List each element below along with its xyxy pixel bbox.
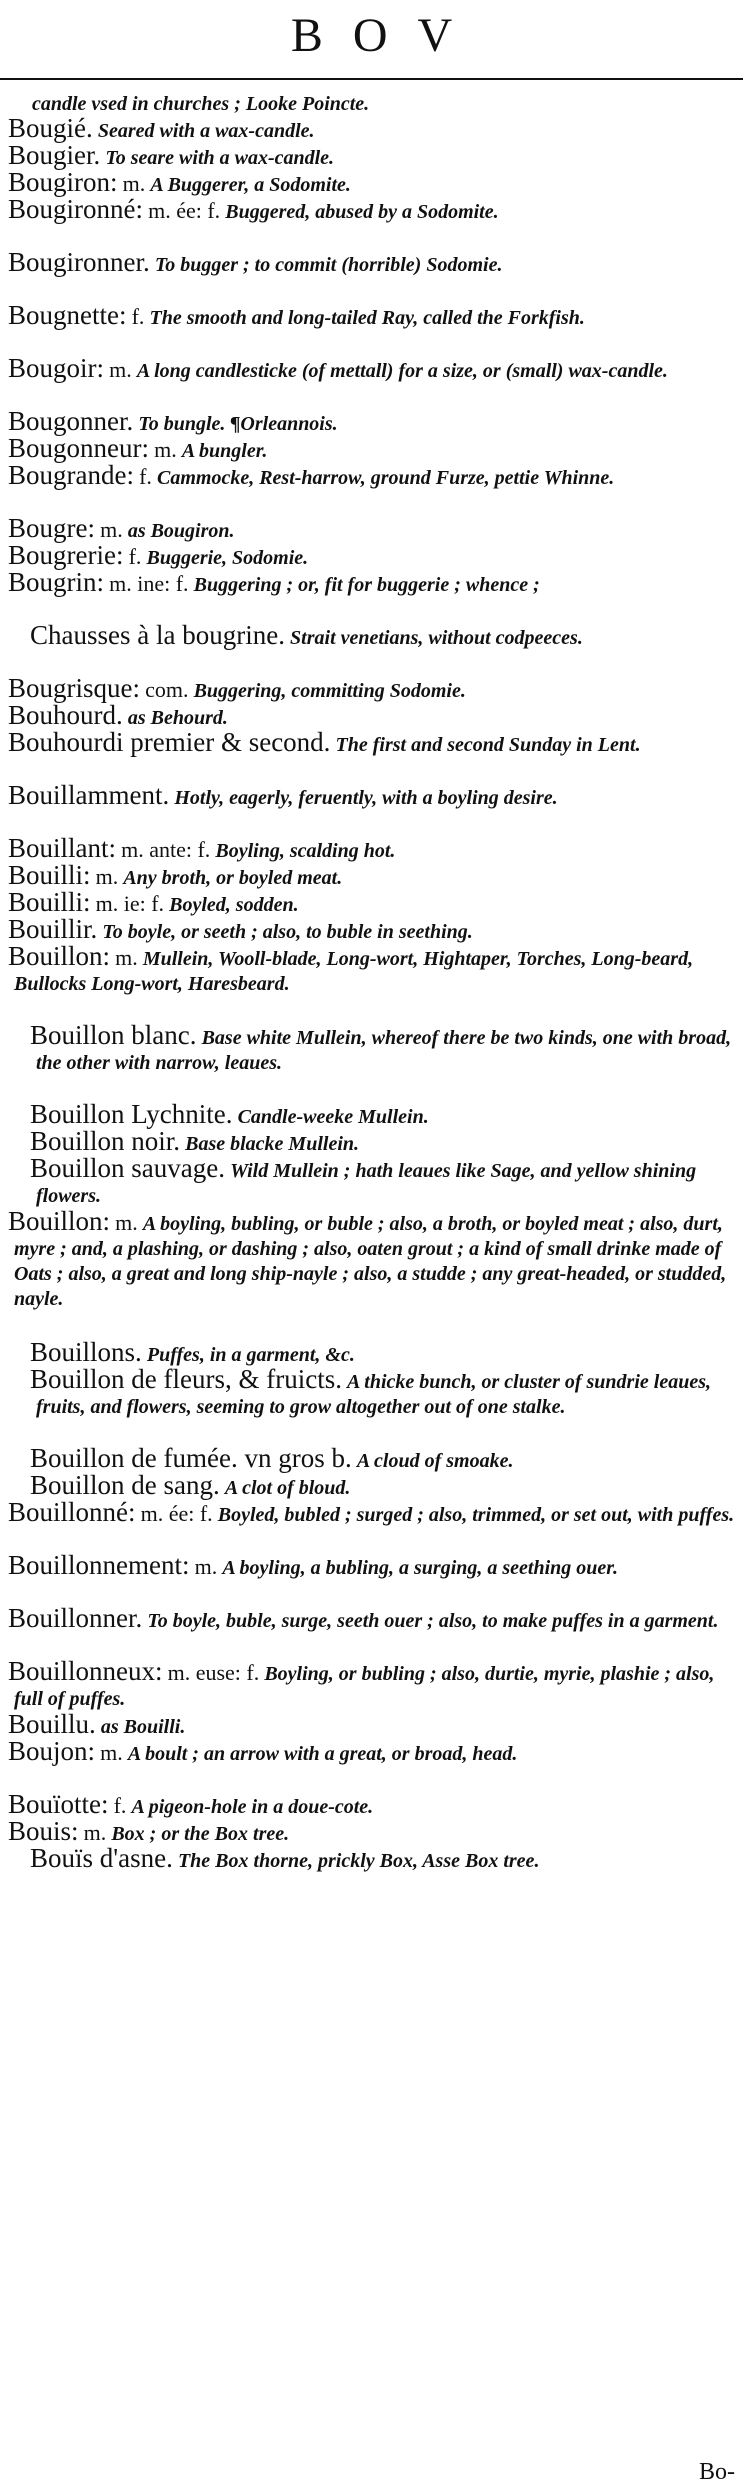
dictionary-entry [0,303,743,356]
dictionary-entry [0,836,743,863]
continued-entry [0,92,743,116]
definition: A clot of bloud. [224,1477,351,1499]
dictionary-entry [0,250,743,303]
definition: To boyle, buble, surge, seeth ouer ; also, to make puffes in a garment. [147,1610,719,1632]
dictionary-entry [0,463,743,516]
headword: Bouillu. [8,1712,96,1739]
headword: Bouillon de fleurs, & fruicts. [30,1367,342,1394]
headword: Bouillon Lychnite. [30,1102,233,1129]
grammar-label: m. euse: f. [167,1660,260,1685]
definition: A long candlesticke (of mettall) for a size, or (small) wax-candle. [136,360,668,382]
headword: Bouillon de fumée. vn gros b. [30,1446,352,1473]
headword: Bougoir: [8,356,105,383]
dictionary-entry [0,944,743,1023]
headword: Bougonner. [8,409,134,436]
grammar-label: m. [194,1554,218,1579]
definition: A boyling, bubling, or buble ; also, a broth, or boyled meat ; also, durt, myre ; and, a plashing, or dashing ; also, oaten grout ; a kind of small drinke made of Oats ; also, a great and long ship-nayle ; also, a studde ; any great-headed, or studded, nayle. [14,1213,727,1310]
grammar-label: m. ante: f. [121,837,211,862]
definition: To bungle. ¶Orleannois. [138,413,338,435]
definition: Hotly, eagerly, feruently, with a boyling desire. [174,787,558,809]
definition: Boyling, scalding hot. [215,840,396,862]
headword: Bougnette: [8,303,127,330]
grammar-label: m. ie: f. [95,891,165,916]
sub-entry [0,1446,743,1473]
dictionary-entry [0,1553,743,1606]
grammar-label: m. ée: f. [148,198,221,223]
sub-entry [0,1340,743,1367]
definition: Box ; or the Box tree. [111,1823,290,1845]
dictionary-entry [0,1659,743,1712]
dictionary-entry [0,143,743,170]
definition: as Behourd. [127,707,228,729]
definition: The smooth and long-tailed Ray, called the Forkfish. [149,307,585,329]
dictionary-entry [0,676,743,703]
grammar-label: f. [128,544,142,569]
grammar-label: m. [109,357,132,382]
headword: Bouhourd. [8,703,123,730]
headword: Bougier. [8,143,101,170]
definition: as Bouilli. [100,1716,186,1738]
definition: A thicke bunch, or cluster of sundrie leaues, fruits, and flowers, seeming to grow altogether out of one stalke. [36,1371,711,1418]
headword: Bouillamment. [8,783,170,810]
dictionary-entry [0,1606,743,1659]
grammar-label: m. ine: f. [109,571,189,596]
definition: Base white Mullein, whereof there be two kinds, one with broad, the other with narrow, leaues. [36,1027,732,1074]
definition: Boyling, or bubling ; also, durtie, myrie, plashie ; also, full of puffes. [14,1663,715,1710]
grammar-label: m. [115,945,138,970]
headword: Bougrisque: [8,676,140,703]
headword: Bouillon: [8,944,111,971]
grammar-label: m. [100,517,123,542]
grammar-label: com. [145,677,189,702]
definition: Candle-weeke Mullein. [237,1106,429,1128]
headword: Bouillon blanc. [30,1023,197,1050]
definition: Boyled, sodden. [169,894,299,916]
definition: candle vsed in churches ; Looke Poincte. [32,93,370,115]
headword: Bouhourdi premier & second. [8,730,331,757]
definition: Boyled, bubled ; surged ; also, trimmed, or set out, with puffes. [217,1504,735,1526]
dictionary-entry [0,543,743,570]
dictionary-entry [0,783,743,836]
sub-entry [0,1023,743,1102]
definition: The first and second Sunday in Lent. [335,734,641,756]
grammar-label: m. [115,1210,138,1235]
headword: Bouillons. [30,1340,142,1367]
headword: Bouillir. [8,917,98,944]
headword: Bougiron: [8,170,118,197]
dictionary-entry [0,917,743,944]
dictionary-entry [0,1712,743,1739]
definition: A boult ; an arrow with a great, or broad, head. [127,1743,518,1765]
dictionary-entry [0,197,743,250]
headword: Bougre: [8,516,95,543]
definition: Puffes, in a garment, &c. [146,1344,355,1366]
headword: Bouïs d'asne. [30,1846,173,1873]
grammar-label: f. [131,304,145,329]
dictionary-entry [0,1500,743,1553]
definition: Cammocke, Rest-harrow, ground Furze, pettie Whinne. [157,467,615,489]
headword: Bouillonnement: [8,1553,190,1580]
headword: Bouillon sauvage. [30,1156,225,1183]
definition: To seare with a wax-candle. [105,147,335,169]
dictionary-entry [0,1819,743,1846]
grammar-label: m. ée: f. [140,1501,213,1526]
dictionary-entry [0,1209,743,1340]
grammar-label: m. [100,1740,123,1765]
definition: Seared with a wax-candle. [97,120,315,142]
definition: A cloud of smoake. [356,1450,514,1472]
definition: Strait venetians, without codpeeces. [290,627,583,649]
headword: Bougrerie: [8,543,124,570]
grammar-label: m. [95,864,119,889]
dictionary-entry [0,730,743,783]
definition: The Box thorne, prickly Box, Asse Box tree. [177,1850,540,1872]
dictionary-entry [0,170,743,197]
headword: Bougironné: [8,197,143,224]
headword: Bouillonneux: [8,1659,163,1686]
page-header [0,0,743,86]
dictionary-entry [0,1792,743,1819]
sub-entry [0,1129,743,1156]
running-head: BOV [290,9,483,62]
headword: Chausses à la bougrine. [30,623,285,650]
dictionary-entries [0,92,743,1899]
grammar-label: m. [154,437,177,462]
headword: Bougironner. [8,250,150,277]
sub-entry [0,1473,743,1500]
grammar-label: f. [139,464,152,489]
definition: Any broth, or boyled meat. [123,867,343,889]
definition: Buggering, committing Sodomie. [193,680,466,702]
dictionary-entry [0,436,743,463]
headword: Bouillon: [8,1209,111,1236]
dictionary-entry [0,1739,743,1792]
definition: A bungler. [181,440,268,462]
dictionary-entry [0,703,743,730]
sub-entry [0,623,743,676]
definition: A boyling, a bubling, a surging, a seething ouer. [222,1557,618,1579]
dictionary-entry [0,356,743,409]
headword: Bouillon de sang. [30,1473,220,1500]
headword: Bouillant: [8,836,116,863]
definition: Mullein, Wooll-blade, Long-wort, Hightaper, Torches, Long-beard, Bullocks Long-wort, Haresbeard. [14,948,694,995]
definition: A Buggerer, a Sodomite. [150,174,351,196]
dictionary-entry [0,570,743,623]
headword: Bougonneur: [8,436,149,463]
definition: To bugger ; to commit (horrible) Sodomie. [154,254,503,276]
dictionary-entry [0,890,743,917]
headword: Bouis: [8,1819,79,1846]
grammar-label: m. [83,1820,107,1845]
headword: Bouillon noir. [30,1129,181,1156]
definition: as Bougiron. [127,520,235,542]
headword: Bouillonné: [8,1500,136,1527]
grammar-label: m. [122,171,146,196]
headword: Bougrin: [8,570,105,597]
headword: Bougrande: [8,463,134,490]
dictionary-entry [0,516,743,543]
headword: Bouïotte: [8,1792,109,1819]
definition: Base blacke Mullein. [185,1133,360,1155]
headword: Boujon: [8,1739,96,1766]
catchword: Bo- [699,2459,735,2485]
sub-entry [0,1156,743,1209]
sub-entry [0,1367,743,1446]
header-rule [0,78,743,80]
definition: Buggering ; or, fit for buggerie ; whence ; [193,574,540,596]
dictionary-entry [0,116,743,143]
definition: Wild Mullein ; hath leaues like Sage, and yellow shining flowers. [36,1160,697,1207]
grammar-label: f. [113,1793,127,1818]
definition: A pigeon-hole in a doue-cote. [131,1796,374,1818]
headword: Bouillonner. [8,1606,143,1633]
headword: Bouilli: [8,863,91,890]
dictionary-entry [0,409,743,436]
definition: Buggered, abused by a Sodomite. [225,201,499,223]
definition: To boyle, or seeth ; also, to buble in seething. [102,921,473,943]
definition: Buggerie, Sodomie. [146,547,309,569]
dictionary-entry [0,863,743,890]
headword: Bougié. [8,116,93,143]
sub-entry [0,1846,743,1899]
sub-entry [0,1102,743,1129]
headword: Bouilli: [8,890,91,917]
